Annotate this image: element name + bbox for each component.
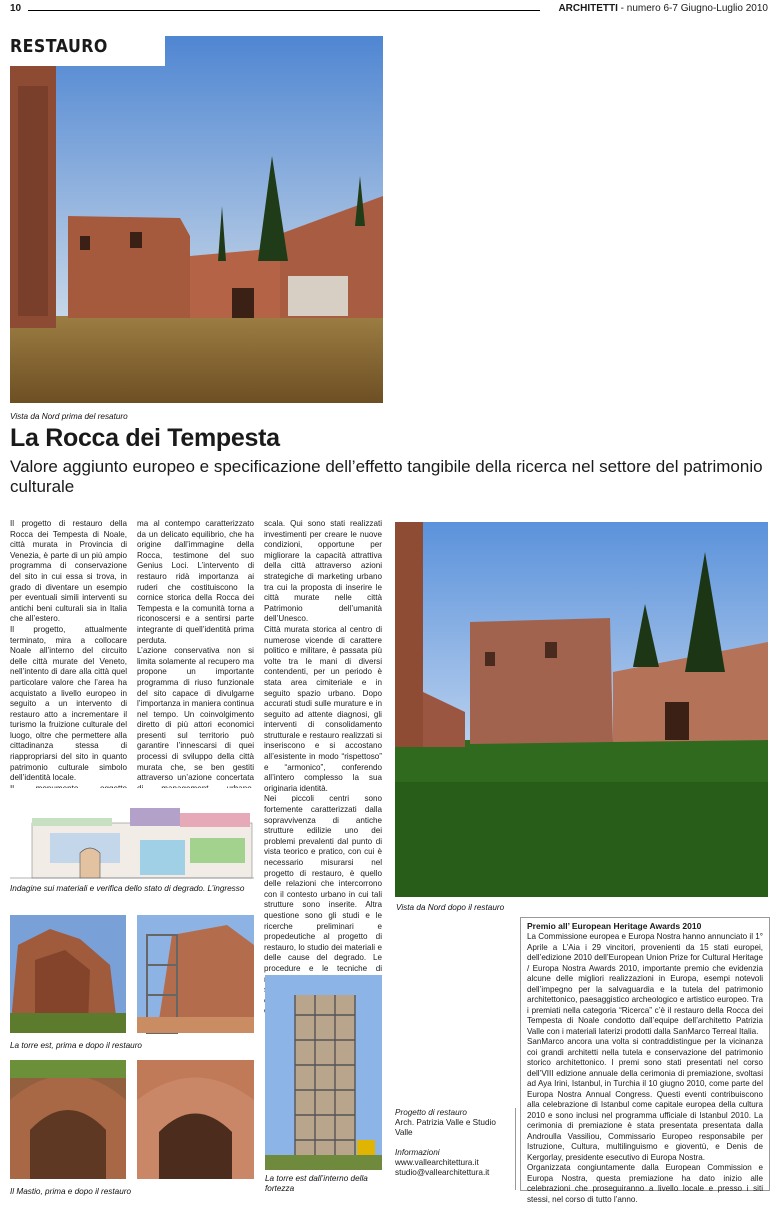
photo-north-before bbox=[10, 36, 383, 403]
section-label: RESTAURO bbox=[10, 36, 108, 57]
photo-north-after bbox=[395, 522, 768, 897]
award-text: La Commissione europea e Europa Nostra hanno annunciato il 1° Aprile a L’Aia i 29 vincitori, provenienti da 15 stati europei, dell’edizione 2010 dell’European Union Prize for Cultural Heritage / Europa Nostra Awards 2010, importante premio che evidenzia alcune delle migliori realizzazioni in Europa, esempi notevoli dell’impegno per la salvaguardia e la tutela del patrimonio architettonico, paesaggistico archeologico e artistico europeo. Tra i premiati nella categoria “Ricerca” c’è il restauro della Rocca dei Tempesta di Noale condotto dall’equipe dell’architetto Patrizia Valle con i materiali laterizi prodotti dalla SanMarco Terreal Italia. SanMarco ancora una volta si contraddistingue per la vicinanza coi grandi architetti nella tutela e conservazione del patrimonio storico architettonico. I premi sono stati presentati nel corso dell’VIII edizione annuale della cerimonia di premiazione, svoltasi ad Aya Irini, Istanbul, in Turchia il 10 giugno 2010, come parte del Europa Nostra Annual Congress. Questi eventi contribuiscono alla celebrazione di Istanbul come capitale europea della cultura 2010 e sono inclusi nel programma ufficiale di Istanbul 2010. La cerimonia di premiazione è stata presentata presentata dalla Androulla Vassiliou, Commissario Europeo responsabile per Istruzione, Cultura, multilinguismo e gioventù, e Denis de Kergorlay, presidente esecutivo di Europa Nostra. Organizzata congiuntamente dalla European Commission e Europa Nostra, questa premiazione ha dato inizio alle celebrazioni che proseguiranno a livello locale e presso i siti stessi, nel corso di tutto l’anno. bbox=[527, 932, 763, 1204]
issue-info: - numero 6-7 Giugno-Luglio 2010 bbox=[620, 3, 768, 14]
credits-email[interactable]: studio@vallearchitettura.it bbox=[395, 1168, 490, 1177]
caption-tower-inside: La torre est dall’interno della fortezza bbox=[265, 1174, 368, 1193]
credits-info-label: Informazioni bbox=[395, 1148, 440, 1157]
page-number: 10 bbox=[10, 3, 22, 14]
magazine-header bbox=[558, 3, 768, 14]
credits-label: Progetto di restauro bbox=[395, 1108, 467, 1117]
photo-tower-east-before bbox=[10, 915, 126, 1033]
credits-website[interactable]: www.vallearchitettura.it bbox=[395, 1158, 479, 1167]
caption-drawing: Indagine sui materiali e verifica dello stato di degrado. L’ingresso bbox=[10, 884, 245, 893]
photo-tower-inside bbox=[265, 975, 382, 1170]
photo-mastio-after bbox=[137, 1060, 254, 1179]
article-column-3: scala. Qui sono stati realizzati investimenti per creare le nuove condizioni, opportune per migliorare la capacità attrattiva della città attraverso azioni strategiche di marketing urbano tra cui la proposta di inserire le città murate nelle città Patrimonio dell’umanità dell’Unesco. Città murata storica al centro di numerose vicende di carattere politico e militare, è passata più volte tra le mani di diversi contendenti, per un periodo è stata area cimiteriale e in seguito spazio urbano. Dopo accurati studi sulle murature e in seguito ad attente diagnosi, gli interventi di consolidamento strutturale e restauro realizzati si inseriscono e si accostano all’esistente in modo “rispettoso” e “armonico”, conferendo all’intero complesso la sua originaria identità. Nei piccoli centri sono fortemente caratterizzati dalla sopravvivenza di antiche strutture edilizie uno dei problemi prevalenti dal punto di vista teorico e pratico, con cui è necessario misurarsi nel progetto di restauro, è quello delle relazioni che intercorrono con il contesto urbano in cui tali strutture sono inserite. Altra questione sono gli studi e le ricerche preliminari e propedeutiche al progetto di restauro, lo studio dei materiali e delle cause del degrado. Le procedure e le tecniche di bbox=[264, 519, 382, 973]
caption-right-photo: Vista da Nord dopo il restauro bbox=[396, 903, 505, 912]
photo-mastio-before bbox=[10, 1060, 126, 1179]
header-rule bbox=[28, 10, 540, 11]
photo-tower-east-after bbox=[137, 915, 254, 1033]
magazine-name: ARCHITETTI bbox=[558, 3, 618, 14]
caption-tower-east: La torre est, prima e dopo il restauro bbox=[10, 1041, 142, 1050]
caption-top-photo: Vista da Nord prima del resaturo bbox=[10, 412, 128, 421]
credits-box bbox=[395, 1108, 516, 1190]
article-title: La Rocca dei Tempesta bbox=[10, 424, 280, 452]
award-title: Premio all’ European Heritage Awards 2010 bbox=[527, 921, 702, 931]
caption-mastio: Il Mastio, prima e dopo il restauro bbox=[10, 1187, 132, 1196]
credits-names: Arch. Patrizia Valle e Studio Valle bbox=[395, 1118, 496, 1137]
article-subtitle: Valore aggiunto europeo e specificazione dell’effetto tangibile della ricerca nel settore del patrimonio culturale bbox=[10, 457, 763, 496]
survey-drawing bbox=[10, 788, 254, 880]
article-column-2: ma al contempo caratterizzato da un delicato equilibrio, che ha origine dall’immagine della Rocca, testimone del suo Genius Loci. L’intervento di restauro ridà importanza ai ruderi che costituiscono la cornice storica della Rocca dei Tempesta e la comunità torna a riconoscersi e a sentirsi parte integrante di quell’identità prima perduta. L’azione conservativa non si limita solamente al recupero ma propone un importante programma di riuso funzionale del sito capace di divulgarne l’importanza in maniera continua nel tempo. Un coinvolgimento diretto di più attori economici presenti sul territorio può garantire l’innescarsi di quei processi di sviluppo della città murata che, se ben gestiti attraverso un’azione concertata bbox=[137, 519, 254, 783]
article-column-1: Il progetto di restauro della Rocca dei Tempesta di Noale, città murata in Provincia di Venezia, è parte di un più ampio programma di conservazione del sito in cui essa si trova, in grado di diventare un esempio per eventuali simili interventi su antichi beni culturali sia in Italia che all’estero. Il progetto, attualmente terminato, mira a collocare Noale all’interno del circuito delle città murate del Veneto, nell’intento di dare alla città quel particolare valore che l’area ha acquistato a livello europeo in seguito a un intervento di restauro atto a incrementare il turismo la fruizione culturale del luogo, oltre che permettere alla cittadinanza stessa di riappropriarsi del sito in quanto patrimonio culturale simbolo dell’identità locale. bbox=[10, 519, 127, 783]
award-box bbox=[520, 917, 770, 1204]
